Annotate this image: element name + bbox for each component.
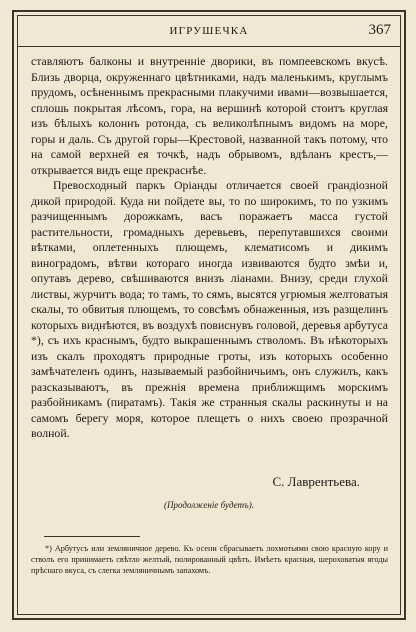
page-inner-frame <box>17 15 401 615</box>
page-frame <box>12 10 406 620</box>
page-number: 367 <box>368 22 391 38</box>
page-header <box>18 16 400 47</box>
body-text <box>31 54 388 442</box>
author-signature: С. Лаврентьева. <box>272 474 360 489</box>
footnote <box>31 543 388 576</box>
footnote-text: *) Арбутусъ или земляничное дерево. Къ осени сбрасываетъ лохмотьями свою красную кору и стволъ его принимаетъ свѣтло желтый, полированный цвѣтъ. Имѣетъ красныя, шероховатыя ягоды прѣснаго вкуса, съ слегка земляничнымъ запахомъ. <box>31 544 388 575</box>
running-title: ИГРУШЕЧКА <box>169 25 249 37</box>
footnote-divider <box>44 536 140 537</box>
continued-note: (Продолженіе будетъ). <box>164 500 254 510</box>
paragraph-1: ставляютъ балконы и внутренніе дворики, въ помпеевскомъ вкусѣ. Близь дворца, окруженнаго цвѣтниками, надъ маленькимъ, круглымъ прудомъ, осѣненнымъ прекрасными плакучими ивами—возвышается, сплошь покрытая лѣсомъ, гора, на вершинѣ которой стоитъ круглая изъ бѣлыхъ колоннъ ротонда, съ великолѣпнымъ видомъ на море, горы и даль. Съ другой горы—Крестовой, названной такъ потому, что на самой верхней ея точкѣ, надъ обрывомъ, вдѣланъ крестъ,—открывается видъ еще прекраснѣе. <box>31 54 388 177</box>
paragraph-2: Превосходный паркъ Оріанды отличается своей грандіозной дикой природой. Куда ни пойдете вы, то по широкимъ, то по узкимъ разчищеннымъ дорожкамъ, васъ поражаетъ масса густой растительности, громадныхъ деревьевъ, перепутавшихся своими вѣтками, оплетенныхъ плющемъ, клематисомъ и дикимъ виноградомъ, вѣтви котораго иногда извиваются будто змѣи и, опутавъ дерево, свѣшиваются внизъ ліанами. Внизу, среди глухой листвы, журчитъ вода; то тамъ, то сямъ, высятся угрюмыя желтоватыя скалы, то обвитыя плющемъ, то совсѣмъ обнаженныя, изъ разщелинъ которыхъ виднѣются, въ воздухѣ повиснувъ головой, деревья арбутуса *), съ ихъ краснымъ, будто выкрашеннымъ стволомъ. Въ нѣкоторыхъ изъ скалъ проходятъ природные гроты, изъ которыхъ особенно замѣчателенъ одинъ, называемый разбойничьимъ, онъ служилъ, какъ разсказываютъ, въ прежнія времена приближщимъ морскимъ разбойникамъ (пиратамъ). Такія же странныя скалы раскинуты и на самомъ берегу моря, которое плещетъ о нихъ своею прозрачной волной. <box>31 178 388 440</box>
